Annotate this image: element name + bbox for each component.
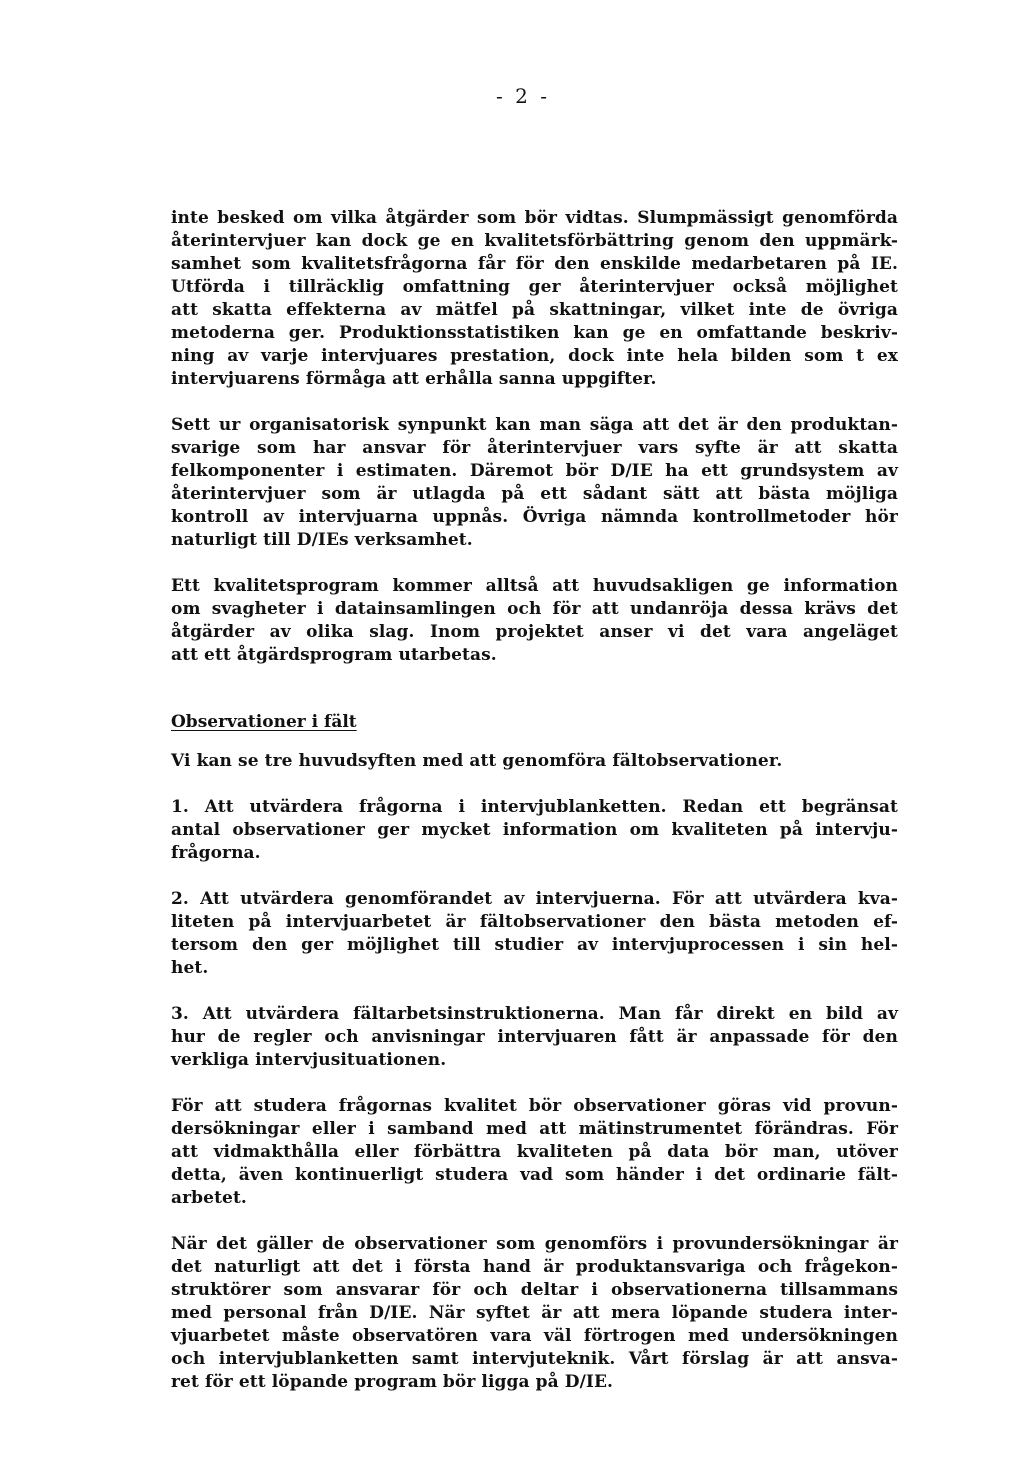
- text-line: om svagheter i datainsamlingen och för att undanröja dessa krävs det: [171, 599, 898, 619]
- text-line: metoderna ger. Produktionsstatistiken kan ge en omfattande beskriv-: [171, 323, 898, 343]
- text-line: 2. Att utvärdera genomförandet av intervjuerna. För att utvärdera kva-: [171, 889, 898, 909]
- paragraph-2: [171, 414, 898, 552]
- text-line: arbetet.: [171, 1188, 247, 1208]
- text-line: tersom den ger möjlighet till studier av intervjuprocessen i sin hel-: [171, 935, 898, 955]
- text-line: struktörer som ansvarar för och deltar i observationerna tillsammans: [171, 1280, 898, 1300]
- text-line: att ett åtgärdsprogram utarbetas.: [171, 645, 497, 665]
- list-item-1: [171, 796, 898, 865]
- text-line: antal observationer ger mycket information om kvaliteten på intervju-: [171, 820, 898, 840]
- document-body: [171, 207, 898, 1417]
- text-line: verkliga intervjusituationen.: [171, 1050, 447, 1070]
- text-line: ret för ett löpande program bör ligga på D/IE.: [171, 1372, 614, 1392]
- text-line: Sett ur organisatorisk synpunkt kan man säga att det är den produktan-: [171, 415, 898, 435]
- text-line: För att studera frågornas kvalitet bör observationer göras vid provun-: [171, 1096, 898, 1116]
- text-line: kontroll av intervjuarna uppnås. Övriga nämnda kontrollmetoder hör: [171, 507, 898, 527]
- text-line: ning av varje intervjuares prestation, dock inte hela bilden som t ex: [171, 346, 898, 366]
- paragraph-4: [171, 1095, 898, 1210]
- text-line: Vi kan se tre huvudsyften med att genomföra fältobservationer.: [171, 751, 783, 771]
- text-line: vjuarbetet måste observatören vara väl förtrogen med undersökningen: [171, 1326, 898, 1346]
- paragraph-3: [171, 575, 898, 667]
- text-line: intervjuarens förmåga att erhålla sanna uppgifter.: [171, 369, 657, 389]
- text-line: När det gäller de observationer som genomförs i provundersökningar är: [171, 1234, 898, 1254]
- text-line: detta, även kontinuerligt studera vad som händer i det ordinarie fält-: [171, 1165, 898, 1185]
- text-line: hur de regler och anvisningar intervjuaren fått är anpassade för den: [171, 1027, 898, 1047]
- text-line: att vidmakthålla eller förbättra kvaliteten på data bör man, utöver: [171, 1142, 898, 1162]
- text-line: 3. Att utvärdera fältarbetsinstruktionerna. Man får direkt en bild av: [171, 1004, 898, 1024]
- text-line: återintervjuer kan dock ge en kvalitetsförbättring genom den uppmärk-: [171, 231, 898, 251]
- section-heading: Observationer i fält: [171, 712, 357, 732]
- text-line: att skatta effekterna av mätfel på skattningar, vilket inte de övriga: [171, 300, 898, 320]
- text-line: het.: [171, 958, 209, 978]
- section-intro: [171, 750, 898, 773]
- paragraph-1: [171, 207, 898, 391]
- list-item-2: [171, 888, 898, 980]
- text-line: med personal från D/IE. När syftet är att mera löpande studera inter-: [171, 1303, 898, 1323]
- text-line: det naturligt att det i första hand är produktansvariga och frågekon-: [171, 1257, 898, 1277]
- text-line: felkomponenter i estimaten. Däremot bör D/IE ha ett grundsystem av: [171, 461, 898, 481]
- text-line: svarige som har ansvar för återintervjuer vars syfte är att skatta: [171, 438, 898, 458]
- text-line: liteten på intervjuarbetet är fältobservationer den bästa metoden ef-: [171, 912, 898, 932]
- page-number: - 2 -: [496, 84, 550, 108]
- text-line: och intervjublanketten samt intervjuteknik. Vårt förslag är att ansva-: [171, 1349, 898, 1369]
- list-item-3: [171, 1003, 898, 1072]
- text-line: samhet som kvalitetsfrågorna får för den enskilde medarbetaren på IE.: [171, 254, 898, 274]
- text-line: återintervjuer som är utlagda på ett sådant sätt att bästa möjliga: [171, 484, 898, 504]
- text-line: naturligt till D/IEs verksamhet.: [171, 530, 473, 550]
- text-line: Utförda i tillräcklig omfattning ger återintervjuer också möjlighet: [171, 277, 898, 297]
- text-line: 1. Att utvärdera frågorna i intervjublanketten. Redan ett begränsat: [171, 797, 898, 817]
- text-line: inte besked om vilka åtgärder som bör vidtas. Slumpmässigt genomförda: [171, 208, 898, 228]
- paragraph-5: [171, 1233, 898, 1394]
- text-line: frågorna.: [171, 843, 261, 863]
- text-line: åtgärder av olika slag. Inom projektet anser vi det vara angeläget: [171, 622, 898, 642]
- text-line: Ett kvalitetsprogram kommer alltså att huvudsakligen ge information: [171, 576, 898, 596]
- text-line: dersökningar eller i samband med att mätinstrumentet förändras. För: [171, 1119, 898, 1139]
